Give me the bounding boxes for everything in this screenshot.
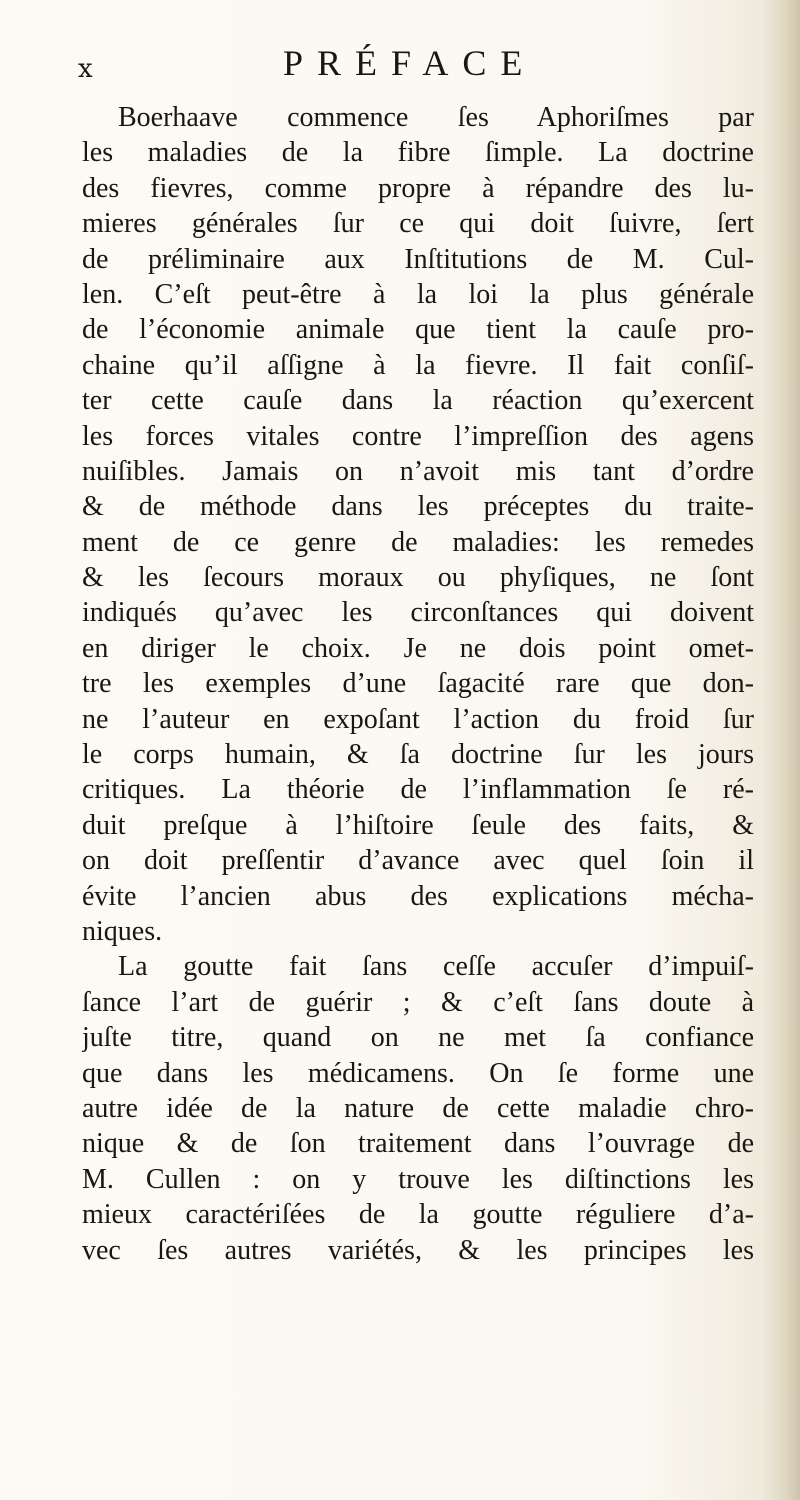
text-line: mieux caractériſées de la goutte réguliere d’a- [82,1199,754,1231]
text-line: ter cette cauſe dans la réaction qu’exercent [82,385,754,417]
text-line: juſte titre, quand on ne met ſa confiance [82,1022,754,1054]
running-title: PRÉFACE [283,43,537,83]
text-line: chaine qu’il aſſigne à la fievre. Il fait conſiſ- [82,349,754,381]
text-line: nuiſibles. Jamais on n’avoit mis tant d’ordre [82,455,754,487]
page-edge-shadow [762,0,800,1500]
text-line: vec ſes autres variétés, & les principes les [82,1234,754,1266]
text-line: duit preſque à l’hiſtoire ſeule des faits, & [82,809,754,841]
text-line: Boerhaave commence ſes Aphoriſmes par [118,102,754,133]
body-text [82,100,754,1268]
page-header [78,42,718,92]
text-line: évite l’ancien abus des explications mécha- [82,880,754,912]
text-line: & de méthode dans les préceptes du traite- [82,491,754,523]
text-line: on doit preſſentir d’avance avec quel ſoin il [82,845,754,877]
text-line: critiques. La théorie de l’inflammation ſe ré- [82,774,754,806]
text-line: nique & de ſon traitement dans l’ouvrage de [82,1128,754,1160]
text-line: que dans les médicamens. On ſe forme une [82,1057,754,1089]
text-line: niques. [82,915,163,947]
text-line: les forces vitales contre l’impreſſion des agens [82,420,754,452]
text-line: des fievres, comme propre à répandre des lu- [82,172,754,204]
text-line: tre les exemples d’une ſagacité rare que don- [82,668,754,700]
text-line: La goutte fait ſans ceſſe accuſer d’impuiſ- [118,951,754,983]
text-line: M. Cullen : on y trouve les diſtinctions les [82,1163,754,1195]
text-line: & les ſecours moraux ou phyſiques, ne ſont [82,562,754,594]
text-line: len. C’eſt peut-être à la loi la plus générale [82,278,754,310]
text-line: de préliminaire aux Inſtitutions de M. Cul- [82,243,754,275]
text-line: indiqués qu’avec les circonſtances qui doivent [82,597,754,629]
text-line: autre idée de la nature de cette maladie chro- [82,1092,754,1124]
text-line: les maladies de la fibre ſimple. La doctrine [82,137,754,169]
text-line: ne l’auteur en expoſant l’action du froid ſur [82,703,754,735]
text-line: ment de ce genre de maladies: les remedes [82,526,754,558]
text-line: mieres générales ſur ce qui doit ſuivre, ſert [82,208,754,240]
text-line: de l’économie animale que tient la cauſe pro- [82,314,754,346]
text-line: en diriger le choix. Je ne dois point omet- [82,632,754,664]
text-line: ſance l’art de guérir ; & c’eſt ſans doute à [82,986,754,1018]
text-line: le corps humain, & ſa doctrine ſur les jours [82,739,754,771]
page-number: x [78,54,94,84]
